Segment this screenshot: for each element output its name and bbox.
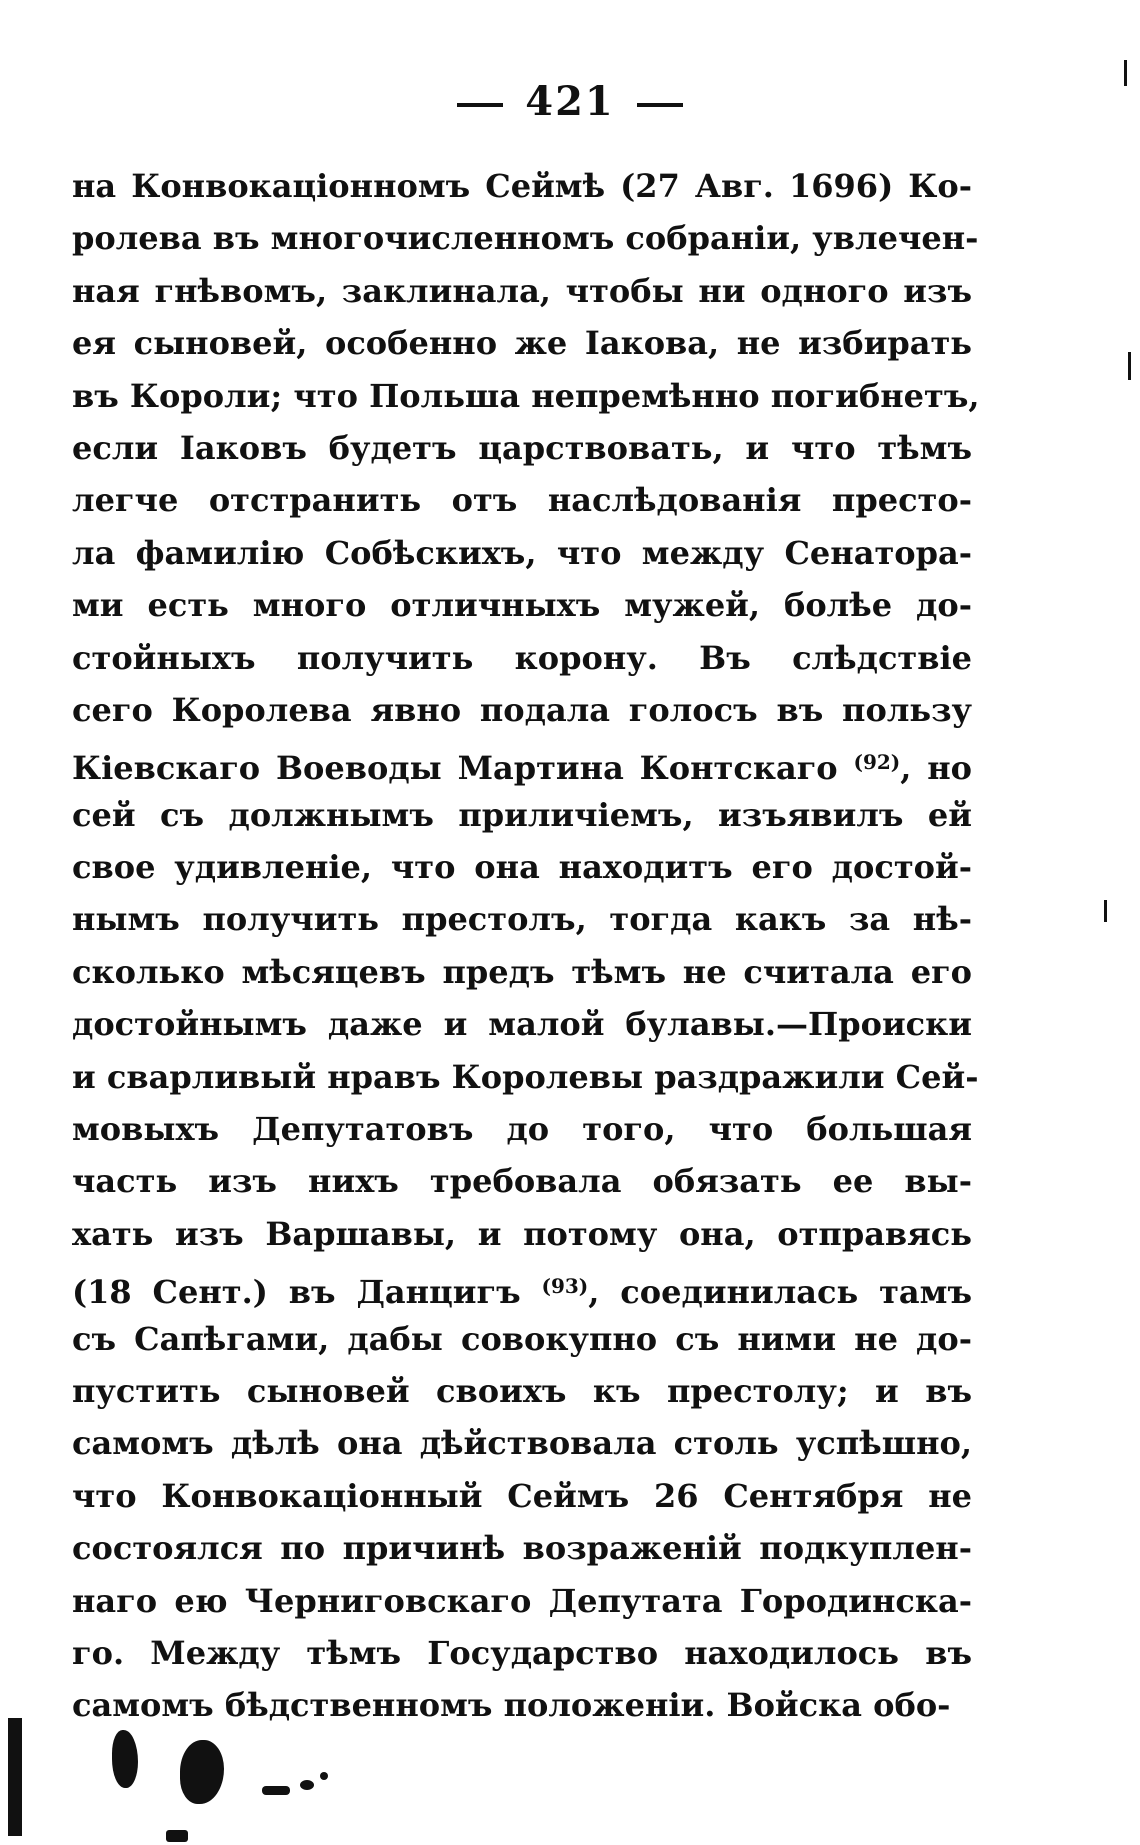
text-line: и сварливый нравъ Королевы раздражили Сей- — [72, 1057, 979, 1096]
text-line: наго ею Черниговскаго Депутата Городинска- — [72, 1581, 972, 1620]
text-line: если Іаковъ будетъ царствовать, и что тѣмъ — [72, 428, 972, 467]
text-line: го. Между тѣмъ Государство находилось въ — [72, 1633, 972, 1672]
page-number: 421 — [525, 78, 615, 125]
page-header — [0, 78, 1140, 125]
text-segment: Кіевскаго Воеводы Мартина Контскаго — [72, 749, 838, 788]
footnote-ref-93: (93) — [541, 1274, 589, 1299]
text-line: свое удивленіе, что она находитъ его достой- — [72, 848, 972, 887]
ink-speck — [300, 1780, 314, 1790]
ink-speck — [262, 1786, 290, 1795]
ink-speck — [166, 1830, 188, 1842]
body-text — [72, 160, 980, 1732]
text-line: пустить сыновей своихъ къ престолу; и въ — [72, 1371, 972, 1410]
text-line: съ Сапѣгами, дабы совокупно съ ними не до- — [72, 1319, 972, 1358]
text-segment: , соединилась тамъ — [588, 1273, 973, 1312]
text-line: нымъ получить престолъ, тогда какъ за нѣ- — [72, 900, 972, 939]
header-dash-left — [457, 103, 503, 107]
text-line: что Конвокаціонный Сеймъ 26 Сентября не — [72, 1476, 972, 1515]
text-segment: (18 Сент.) въ Данцигъ — [72, 1273, 521, 1312]
text-line: самомъ дѣлѣ она дѣйствовала столь успѣшно, — [72, 1424, 972, 1463]
ink-blot — [112, 1730, 138, 1788]
footnote-ref-92: (92) — [853, 750, 901, 775]
scan-edge-mark — [8, 1718, 22, 1836]
text-line: ролева въ многочисленномъ собраніи, увлечен- — [72, 219, 979, 258]
text-line: легче отстранить отъ наслѣдованія престо- — [72, 481, 972, 520]
scan-margin-tick — [1128, 352, 1131, 380]
text-line: самомъ бѣдственномъ положеніи. Войска обо- — [72, 1686, 951, 1725]
text-segment: , но — [900, 749, 972, 788]
text-line: сей съ должнымъ приличіемъ, изъявилъ ей — [72, 795, 972, 834]
scan-margin-tick — [1104, 900, 1107, 922]
text-line: ми есть много отличныхъ мужей, болѣе до- — [72, 586, 972, 625]
text-line: мовыхъ Депутатовъ до того, что большая — [72, 1110, 972, 1149]
text-line: ла фамилію Собѣскихъ, что между Сенатора- — [72, 533, 972, 572]
text-line-with-footnote — [72, 736, 972, 788]
text-line: ея сыновей, особенно же Іакова, не избирать — [72, 324, 972, 363]
text-line: въ Короли; что Польша непремѣнно погибнетъ, — [72, 376, 980, 415]
ink-speck — [320, 1772, 328, 1780]
text-line: стойныхъ получить корону. Въ слѣдствіе — [72, 638, 972, 677]
text-line: состоялся по причинѣ возраженій подкуплен- — [72, 1529, 972, 1568]
text-line: достойнымъ даже и малой булавы.—Происки — [72, 1005, 972, 1044]
text-line-with-footnote — [72, 1260, 972, 1312]
text-line: хать изъ Варшавы, и потому она, отправясь — [72, 1214, 972, 1253]
text-line: ная гнѣвомъ, заклинала, чтобы ни одного изъ — [72, 271, 972, 310]
text-line: сколько мѣсяцевъ предъ тѣмъ не считала его — [72, 952, 972, 991]
text-line: на Конвокаціонномъ Сеймѣ (27 Авг. 1696) Ко- — [72, 167, 972, 205]
text-line: часть изъ нихъ требовала обязать ее вы- — [72, 1162, 972, 1201]
ink-blot — [180, 1740, 224, 1804]
text-line: сего Королева явно подала голосъ въ пользу — [72, 690, 972, 729]
scan-margin-tick — [1124, 60, 1127, 86]
header-dash-right — [637, 103, 683, 107]
